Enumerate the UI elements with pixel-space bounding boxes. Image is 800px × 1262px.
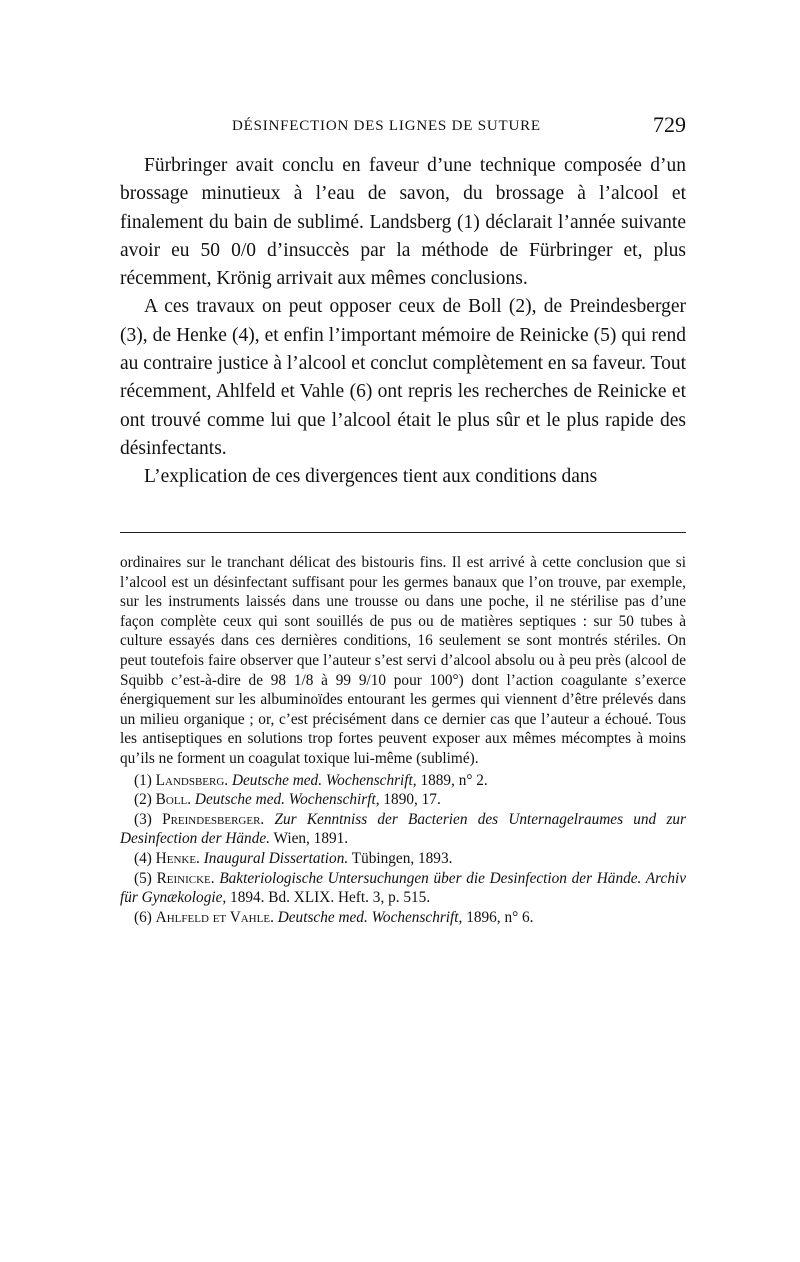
reference-author: Reinicke. xyxy=(156,869,215,887)
reference-title: Deutsche med. Wochenschrift, xyxy=(277,908,463,926)
reference-number: (6) xyxy=(134,908,152,926)
reference-item xyxy=(120,771,686,791)
running-head xyxy=(120,112,686,142)
running-title: DÉSINFECTION DES LIGNES DE SUTURE xyxy=(232,118,541,134)
reference-details: 1894. Bd. XLIX. Heft. 3, p. 515. xyxy=(226,889,431,907)
reference-item xyxy=(120,908,686,928)
footnote-continuation: ordinaires sur le tranchant délicat des bistouris fins. Il est arrivé à cette conclusion que si l’alcool est un désinfectant suffisant pour les germes banaux que l’on trouve, par exemple, sur les instruments laissés dans une trousse ou dans une poche, il ne stérilise pas d’une façon complète ceux qui sont souillés de pus ou de matières septiques : sur 50 tubes à culture essayés dans ces dernières conditions, 16 seulement se sont montrés stériles. On peut toutefois faire observer que l’auteur s’est servi d’alcool absolu ou à peu près (alcool de Squibb c’est-à-dire de 98 1/8 à 99 9/10 pour 100°) dont l’action coagulante s’exerce énergiquement sur les albuminoïdes entourant les germes qui viennent d’être prélevés dans un milieu organique ; or, c’est précisément dans ce dernier cas que l’auteur a échoué. Tous les antiseptiques en solutions trop fortes peuvent exposer aux mêmes mécomptes à moins qu’ils ne forment un coagulat toxique lui-même (sublimé). xyxy=(120,554,686,767)
reference-details: 1889, n° 2. xyxy=(416,771,488,789)
reference-details: 1890, 17. xyxy=(379,791,441,809)
reference-details: 1896, n° 6. xyxy=(462,908,534,926)
footnotes xyxy=(120,553,686,927)
reference-author: Landsberg. xyxy=(155,771,229,789)
reference-author: Preindesberger. xyxy=(162,810,265,828)
paragraph: L’explication de ces divergences tient aux conditions dans xyxy=(144,466,598,488)
reference-number: (3) xyxy=(134,810,152,828)
reference-number: (5) xyxy=(134,869,152,887)
reference-title: Zur Kenntniss der Bacterien des Unternagelraumes und zur Desinfection der Hände. xyxy=(120,810,686,848)
reference-author: Henke. xyxy=(155,849,200,867)
reference-details: Tübingen, 1893. xyxy=(348,849,453,867)
paragraph: Fürbringer avait conclu en faveur d’une technique composée d’un brossage minutieux à l’eau de savon, du brossage à l’alcool et finalement du bain de sublimé. Landsberg (1) déclarait l’année suivante avoir eu 50 0/0 d’insuccès par la méthode de Fürbringer et, plus récemment, Krönig arrivait aux mêmes conclusions. xyxy=(120,155,686,290)
reference-list xyxy=(120,771,686,928)
paragraph: A ces travaux on peut opposer ceux de Boll (2), de Preindesberger (3), de Henke (4), et enfin l’important mémoire de Reinicke (5) qui rend au contraire justice à l’alcool et conclut complètement en sa faveur. Tout récemment, Ahlfeld et Vahle (6) ont repris les recherches de Reinicke et ont trouvé comme lui que l’alcool était le plus sûr et le plus rapide des désinfectants. xyxy=(120,296,686,459)
reference-title: Deutsche med. Wochenschrift, xyxy=(231,771,417,789)
reference-number: (4) xyxy=(134,849,152,867)
reference-details: Wien, 1891. xyxy=(269,830,349,848)
reference-number: (1) xyxy=(134,771,152,789)
reference-author: Boll. xyxy=(155,791,192,809)
reference-title: Inaugural Dissertation. xyxy=(203,849,349,867)
reference-item xyxy=(120,869,686,908)
reference-item xyxy=(120,849,686,869)
reference-item xyxy=(120,810,686,849)
reference-item xyxy=(120,790,686,810)
reference-title: Deutsche med. Wochenschirft, xyxy=(194,791,380,809)
reference-author: Ahlfeld et Vahle. xyxy=(155,908,274,926)
footnote-separator xyxy=(120,532,686,533)
main-text xyxy=(120,152,686,492)
page-number: 729 xyxy=(653,112,686,137)
reference-number: (2) xyxy=(134,791,152,809)
reference-title: Bakteriologische Untersuchungen über die Desinfection der Hände. Archiv für Gynækologie, xyxy=(120,869,687,907)
